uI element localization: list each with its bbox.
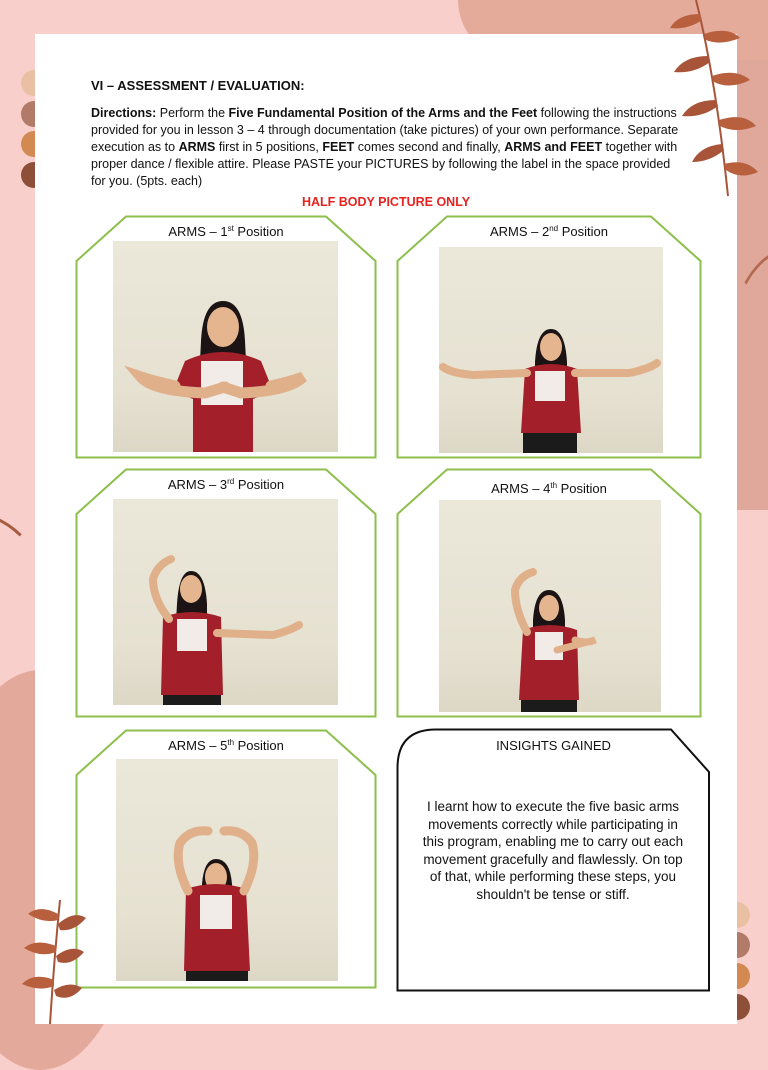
insights-box <box>396 728 711 992</box>
photo-frame-arms-3 <box>75 468 377 718</box>
leaf-branch-icon <box>656 0 768 200</box>
photo-arms-1st-position <box>113 241 338 452</box>
frame-label: ARMS – 4th Position <box>491 481 607 496</box>
photo-frame-arms-1 <box>75 215 377 459</box>
frame-label: ARMS – 1st Position <box>168 224 284 239</box>
photo-arms-4th-position <box>439 500 661 712</box>
frame-label: ARMS – 3rd Position <box>167 477 285 492</box>
insights-title: INSIGHTS GAINED <box>496 738 611 753</box>
frame-label: ARMS – 5th Position <box>168 738 284 753</box>
leaf-branch-icon <box>0 900 110 1024</box>
photo-frame-arms-2 <box>396 215 702 459</box>
photo-arms-2nd-position <box>439 247 663 453</box>
directions-text: Directions: Perform the Five Fundamental Position of the Arms and the Feet following the instructions provided for you in lesson 3 – 4 through documentation (take pictures) of your own performance. Separate execution as to ARMS first in 5 positions, FEET comes second and finally, ARMS and FEET together with proper dance / flexible attire. Please PASTE your PICTURES by following the label in the space provided for you. (5pts. each) <box>91 106 679 188</box>
frame-label: ARMS – 2nd Position <box>489 224 609 239</box>
photo-arms-5th-position <box>116 759 338 981</box>
photo-arms-3rd-position <box>113 499 338 705</box>
insights-text: I learnt how to execute the five basic arms movements correctly while participating in this program, enabling me to carry out each movement gracefully and flawlessly. On top of that, while performing these steps, you shouldn't be tense or stiff. <box>422 799 684 902</box>
half-body-note: HALF BODY PICTURE ONLY <box>301 195 471 209</box>
photo-frame-arms-4 <box>396 468 702 718</box>
worksheet-page <box>35 34 737 1024</box>
photo-frame-arms-5 <box>75 729 377 989</box>
section-heading: VI – ASSESSMENT / EVALUATION: <box>91 78 305 93</box>
